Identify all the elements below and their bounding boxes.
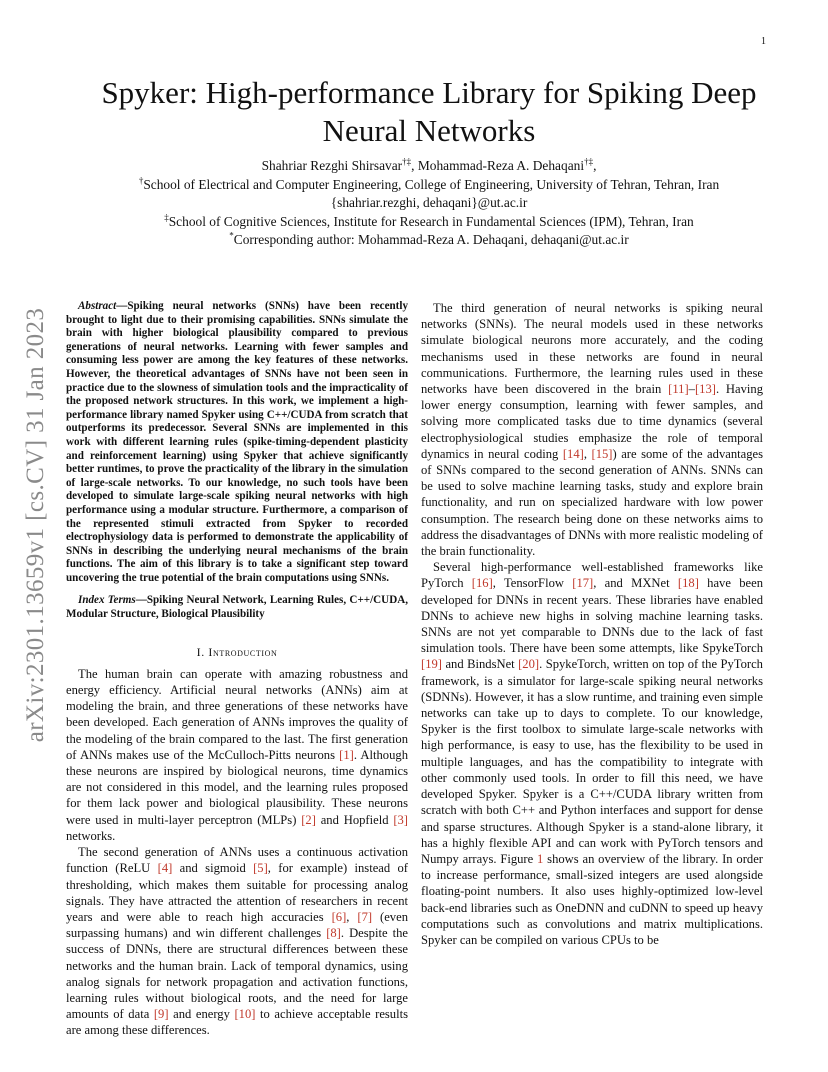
citation-link[interactable]: [20] xyxy=(518,657,540,672)
citation-link[interactable]: [8] xyxy=(326,926,341,941)
corresponding-author: *Corresponding author: Mohammad-Reza A. Dehaqani, dehaqani@ut.ac.ir xyxy=(229,230,629,248)
citation-link[interactable]: [10] xyxy=(234,1007,256,1022)
author-names: Shahriar Rezghi Shirsavar†‡, Mohammad-Reza A. Dehaqani†‡, xyxy=(261,156,597,173)
citation-link[interactable]: [2] xyxy=(301,812,316,827)
intro-paragraph-4: Several high-performance well-established frameworks like PyTorch [16], TensorFlow [17], and MXNet [18] have been developed for DNNs in recent years. These libraries have enabled DNNs to achieve new highs in solving machine learning tasks. SNNs are not yet comparable to DNNs due to the lack of fast simulation tools. There have been some attempts, like SpykeTorch [19] and BindsNet [20]. SpykeTorch, written on top of the PyTorch framework, is a simulator for large-scale spiking neural networks (SDNNs). However, it has a slow runtime, and training even simple networks can take up to days to complete. To our knowledge, Spyker is the first toolbox to simulate large-scale networks with high performance, is easy to use, has the flexibility to be used in multiple languages, and has the compatibility to integrate with other commonly used tools. In order to fill this need, we have developed Spyker. Spyker is a C++/CUDA library written from scratch with both C++ and Python interfaces and support for dense and sparse structures. Although Spyker is a stand-alone library, it has a highly flexible API and can work with PyTorch tensors and Numpy arrays. Figure 1 shows an overview of the library. In order to increase performance, small-sized integers are used alongside floating-point numbers. It also uses highly-optimized low-level back-end libraries such as OneDNN and cuDNN to speed up heavy computations such as convolutions and matrix multiplications. Spyker can be compiled on various CPUs to be xyxy=(421,560,764,947)
intro-paragraph-2: The second generation of ANNs uses a continuous activation function (ReLU [4] and sigmoid [5], for example) instead of thresholding, which makes them suitable for processing analog signals. They have attracted the attention of researchers in recent years and were able to reach high accuracies [6], [7] (even surpassing humans) and win different challenges [8]. Despite the success of DNNs, there are structural differences between these networks and the human brain. Lack of temporal dynamics, using analog signals for network propagation and activation functions, learning rules without biological roots, and the need for large amounts of data [9] and energy [10] to achieve acceptable results are among these differences. xyxy=(66,845,409,1038)
author-block xyxy=(60,157,798,250)
right-column xyxy=(421,300,763,948)
citation-link[interactable]: [3] xyxy=(393,812,408,827)
section-heading-introduction: I. Introduction xyxy=(196,644,278,659)
figure-link[interactable]: 1 xyxy=(537,851,544,866)
citation-link[interactable]: [15] xyxy=(591,446,613,461)
citation-link[interactable]: [11] xyxy=(668,382,689,397)
author-emails: {shahriar.rezghi, dehaqani}@ut.ac.ir xyxy=(330,195,528,211)
arxiv-stamp xyxy=(6,290,66,760)
page-number: 1 xyxy=(761,36,766,47)
paper-title: Spyker: High-performance Library for Spiking Deep Neural Networks xyxy=(101,75,757,148)
affiliation-2: ‡School of Cognitive Sciences, Institute for Research in Fundamental Sciences (IPM), Tehran, Iran xyxy=(164,212,694,229)
citation-link[interactable]: [6] xyxy=(331,909,347,924)
index-terms: Index Terms—Spiking Neural Network, Learning Rules, C++/CUDA, Modular Structure, Biological Plausibility xyxy=(66,594,408,621)
intro-paragraph-1: The human brain can operate with amazing robustness and energy efficiency. Artificial neural networks (ANNs) aim at modeling the brain, and three generations of these networks have been developed. Each generation of ANNs improves the quality of the modeling of the brain compared to the last. The first generation of ANNs makes use of the McCulloch-Pitts neurons [1]. Although these neurons are inspired by biological neurons, time dynamics are not considered in this model, and the learning rules proposed for them lack power and biological plausibility. These neurons were used in multi-layer perceptron (MLPs) [2] and Hopfield [3] networks. xyxy=(66,666,408,843)
citation-link[interactable]: [7] xyxy=(357,909,373,924)
citation-link[interactable]: [9] xyxy=(153,1007,169,1022)
arxiv-id: arXiv:2301.13659v1 [cs.CV] 31 Jan 2023 xyxy=(22,307,49,743)
intro-paragraph-3: The third generation of neural networks is spiking neural networks (SNNs). The neural models used in these networks simulate biological neurons more accurately, and the coding mechanisms used in these networks are found in neural communications. Furthermore, the learning rules used in these networks have been discovered in the brain [11]–[13]. Having lower energy consumption, learning with fewer samples, and solving more complicated tasks due to time dynamics (several electrophysiological studies emphasize the role of temporal dynamics in neural coding [14], [15]) are some of the advantages of SNNs compared to the second generation of ANNs. SNNs can be used to solve machine learning tasks, study and explore brain functionality, and run on specialized hardware with low power consumption. The research being done on these networks aims to address the disadvantages of DNNs with more realistic modeling of the brain functionality. xyxy=(421,301,764,559)
citation-link[interactable]: [4] xyxy=(157,861,173,876)
citation-link[interactable]: [5] xyxy=(253,861,268,876)
citation-link[interactable]: [13] xyxy=(694,382,716,397)
citation-link[interactable]: [16] xyxy=(471,576,493,591)
citation-link[interactable]: [18] xyxy=(677,576,699,591)
citation-link[interactable]: [1] xyxy=(339,747,354,762)
citation-link[interactable]: [14] xyxy=(562,446,584,461)
affiliation-1: †School of Electrical and Computer Engineering, College of Engineering, University of Tehran, Tehran, Iran xyxy=(138,175,720,192)
left-column xyxy=(66,300,408,1039)
abstract: Abstract—Spiking neural networks (SNNs) have been recently brought to light due to their promising capabilities. SNNs simulate the brain with higher biological plausibility compared to previous generations of neural networks. Learning with fewer samples and consuming less power are among the key features of these networks. However, the theoretical advantages of SNNs have not been seen in practice due to the slowness of simulation tools and the impracticality of the proposed network structures. In this work, we implement a high-performance library named Spyker using C++/CUDA from scratch that outperforms its predecessor. Several SNNs are implemented in this work with different learning rules (spike-timing-dependent plasticity and reinforcement learning) using Spyker that achieve significantly better runtimes, to prove the practicality of the library in the simulation of large-scale networks. To our knowledge, no such tools have been developed to simulate large-scale spiking neural networks with high performance using a modular structure. Furthermore, a comparison of the represented stimuli extracted from Spyker to recorded electrophysiology data is performed to demonstrate the applicability of SNNs in describing the underlying neural mechanisms of the brain functions. The aim of this library is to take a significant step toward uncovering the true potential of the brain computations using SNNs. xyxy=(66,300,408,584)
citation-link[interactable]: [17] xyxy=(572,576,594,591)
citation-link[interactable]: [19] xyxy=(421,657,442,672)
